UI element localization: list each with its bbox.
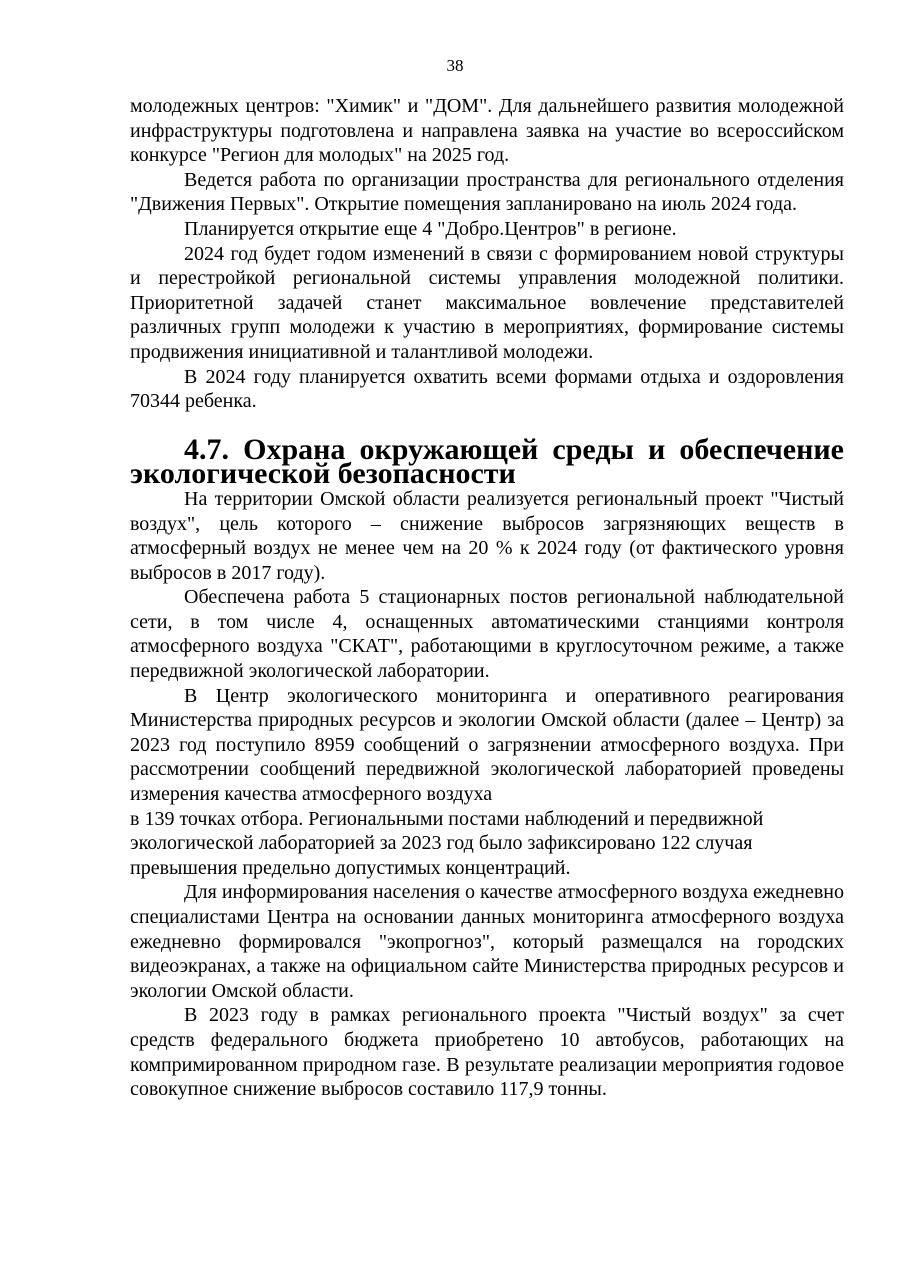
paragraph-gas-buses: В 2023 году в рамках регионального проекта "Чистый воздух" за счет средств федерального бюджета приобретено 10 автобусов, работающих на компримированном природном газе. В результате реализации мероприятия годовое совокупное снижение выбросов составило 117,9 тонны. [130,1004,844,1101]
page-number: 38 [446,56,464,75]
paragraph-monitoring-posts: Обеспечена работа 5 стационарных постов региональной наблюдательной сети, в том числе 4, оснащенных автоматическими станциями контроля атмосферного воздуха "СКАТ", работающими в круглосуточном режиме, а также передвижной экологической лаборатории. [130,586,844,683]
section-heading: 4.7. Охрана окружающей среды и обеспечение экологической безопасности [130,432,844,491]
paragraph-clean-air-project: На территории Омской области реализуется региональный проект "Чистый воздух", цель которого – снижение выбросов загрязняющих веществ в атмосферный воздух не менее чем на 20 % к 2024 году (от фактического уровня выбросов в 2017 году). [130,487,844,584]
paragraph-sampling-points: в 139 точках отбора. Региональными постами наблюдений и передвижной экологической лабораторией за 2023 год было зафиксировано 122 случая превышения предельно допустимых концентраций. [130,807,764,879]
paragraph-eco-forecast: Для информирования населения о качестве атмосферного воздуха ежедневно специалистами Центра на основании данных мониторинга атмосферного воздуха ежедневно формировался "экопрогноз", который размещался на городских видеоэкранах, а также на официальном сайте Министерства природных ресурсов и экологии Омской области. [130,881,844,1002]
paragraph-children-recreation: В 2024 году планируется охватить всеми формами отдыха и оздоровления 70344 ребенка. [130,365,844,413]
paragraph-movement-first: Ведется работа по организации пространства для регионального отделения "Движения Первых". Открытие помещения запланировано на июль 2024 года. [130,168,844,216]
paragraph-youth-centers: молодежных центров: "Химик" и "ДОМ". Для дальнейшего развития молодежной инфраструктуры подготовлена и направлена заявка на участие во всероссийском конкурсе "Регион для молодых" на 2025 год. [130,95,844,167]
paragraph-monitoring-center-reports: В Центр экологического мониторинга и оперативного реагирования Министерства природных ресурсов и экологии Омской области (далее – Центр) за 2023 год поступило 8959 сообщений о загрязнении атмосферного воздуха. При рассмотрении сообщений передвижной экологической лабораторией проведены измерения качества атмосферного воздуха [130,684,844,806]
paragraph-dobro-centers: Планируется открытие еще 4 "Добро.Центров" в регионе. [184,217,677,240]
document-body [130,94,844,1102]
paragraph-youth-policy-2024: 2024 год будет годом изменений в связи с формированием новой структуры и перестройкой региональной системы управления молодежной политики. Приоритетной задачей станет максимальное вовлечение представителей различных групп молодежи к участию в мероприятиях, формирование системы продвижения инициативной и талантливой молодежи. [130,242,844,363]
